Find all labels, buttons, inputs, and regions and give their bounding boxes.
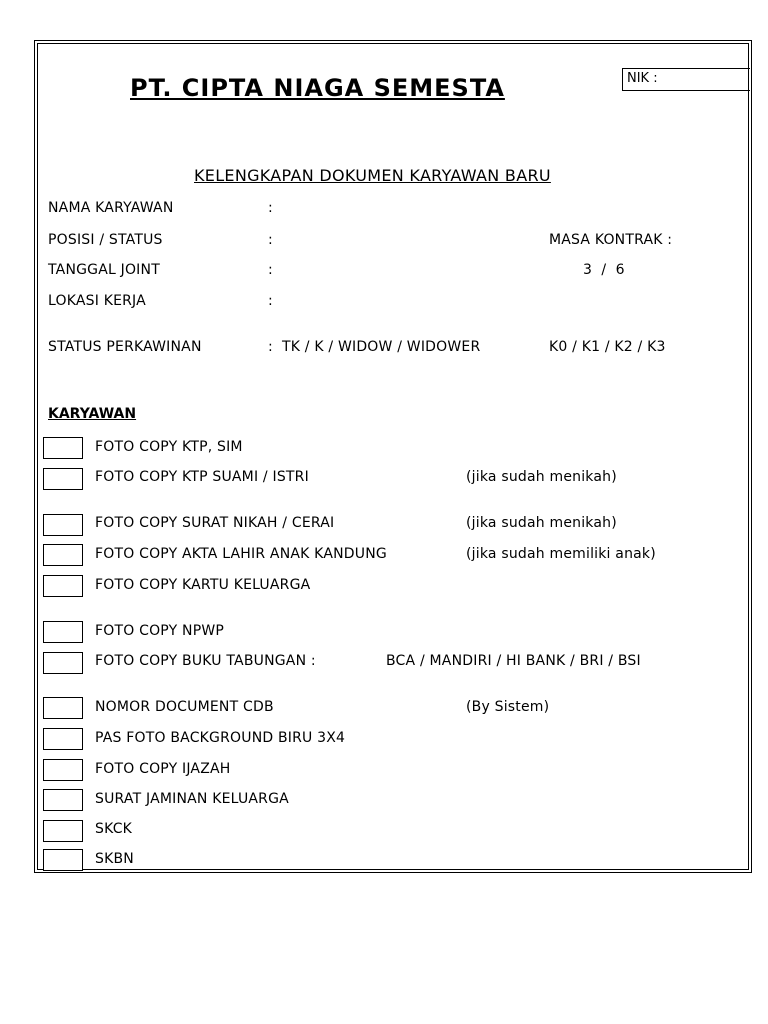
checkbox-akta-lahir[interactable] [43,544,83,566]
item-note: (jika sudah menikah) [466,515,617,531]
nik-label: NIK : [627,71,658,86]
tanggal-separator: : [268,262,273,278]
checkbox-pas-foto[interactable] [43,728,83,750]
checkbox-npwp[interactable] [43,621,83,643]
item-label: PAS FOTO BACKGROUND BIRU 3X4 [95,730,346,746]
nik-field[interactable] [622,68,750,91]
item-label: FOTO COPY SURAT NIKAH / CERAI [95,515,335,531]
item-note: (By Sistem) [466,699,550,715]
checkbox-skbn[interactable] [43,849,83,871]
item-label: FOTO COPY IJAZAH [95,761,231,777]
item-label: SURAT JAMINAN KELUARGA [95,791,289,807]
posisi-label: POSISI / STATUS [48,232,163,248]
form-title: KELENGKAPAN DOKUMEN KARYAWAN BARU [194,166,551,185]
checkbox-buku-tabungan[interactable] [43,652,83,674]
status-perkawinan-separator: : [268,339,273,355]
checkbox-ktp-sim[interactable] [43,437,83,459]
lokasi-label: LOKASI KERJA [48,293,146,309]
nama-separator: : [268,200,273,216]
tanggal-label: TANGGAL JOINT [48,262,160,278]
status-perkawinan-options: TK / K / WIDOW / WIDOWER [282,339,481,355]
item-label: FOTO COPY KTP, SIM [95,439,243,455]
item-label: FOTO COPY KARTU KELUARGA [95,577,311,593]
nama-label: NAMA KARYAWAN [48,200,174,216]
item-label: FOTO COPY NPWP [95,623,225,639]
item-label: FOTO COPY BUKU TABUNGAN : [95,653,316,669]
lokasi-separator: : [268,293,273,309]
checkbox-kartu-keluarga[interactable] [43,575,83,597]
item-label: FOTO COPY KTP SUAMI / ISTRI [95,469,309,485]
checkbox-ijazah[interactable] [43,759,83,781]
item-label: FOTO COPY AKTA LAHIR ANAK KANDUNG [95,546,387,562]
masa-kontrak-value: 3 / 6 [583,262,625,278]
bank-options: BCA / MANDIRI / HI BANK / BRI / BSI [386,653,641,669]
item-label: NOMOR DOCUMENT CDB [95,699,274,715]
tanggungan-options: K0 / K1 / K2 / K3 [549,339,666,355]
status-perkawinan-label: STATUS PERKAWINAN [48,339,202,355]
checkbox-nomor-cdb[interactable] [43,697,83,719]
posisi-separator: : [268,232,273,248]
checkbox-surat-jaminan[interactable] [43,789,83,811]
item-label: SKBN [95,851,134,867]
item-label: SKCK [95,821,133,837]
checkbox-surat-nikah[interactable] [43,514,83,536]
company-name: PT. CIPTA NIAGA SEMESTA [130,74,505,102]
item-note: (jika sudah menikah) [466,469,617,485]
section-karyawan-title: KARYAWAN [48,406,137,422]
checkbox-skck[interactable] [43,820,83,842]
masa-kontrak-label: MASA KONTRAK : [549,232,673,248]
item-note: (jika sudah memiliki anak) [466,546,656,562]
checkbox-ktp-suami-istri[interactable] [43,468,83,490]
